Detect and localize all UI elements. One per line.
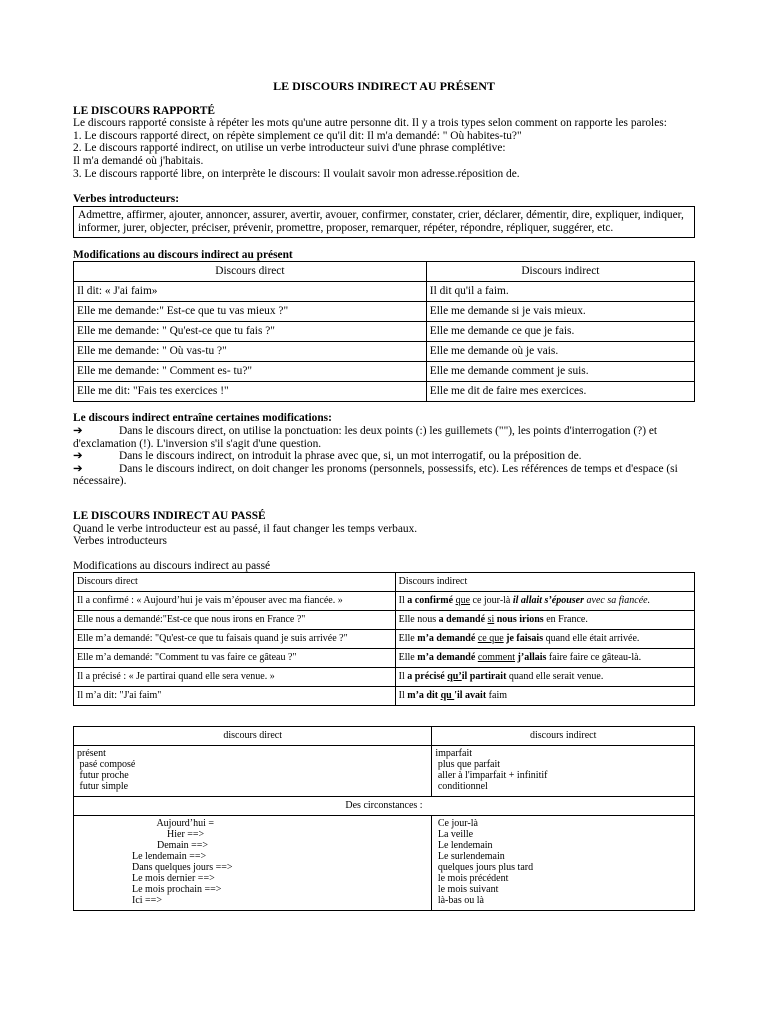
table-row xyxy=(74,362,695,382)
table-row xyxy=(74,342,695,362)
circumstances-direct xyxy=(74,816,432,911)
bullet-text: Dans le discours direct, on utilise la ponctuation: les deux points (:) les guillemets (""), les points d'interrogation (?) et xyxy=(119,424,658,437)
circumstances-indirect xyxy=(432,816,695,911)
bullet-text: Dans le discours indirect, on introduit la phrase avec que, si, un mot interrogatif, ou la préposition de. xyxy=(119,450,582,463)
verbs-heading: Verbes introducteurs: xyxy=(73,193,179,206)
table-row xyxy=(74,746,695,797)
table1-heading: Modifications au discours indirect au présent xyxy=(73,248,293,261)
cell-direct: Elle me demande: " Où vas-tu ?" xyxy=(74,342,427,362)
cell-direct: Il m’a dit: "J'ai faim" xyxy=(74,687,396,706)
circumstance-item: Le mois prochain ==> xyxy=(132,884,222,896)
table-row xyxy=(74,592,695,611)
table-row xyxy=(74,302,695,322)
paragraph-line: Le discours rapporté consiste à répéter les mots qu'une autre personne dit. Il y a trois types selon comment on rapporte les paroles: xyxy=(73,117,667,130)
cell-indirect: Il a confirmé que ce jour-là il allait s’épouser avec sa fiancée. xyxy=(395,592,694,611)
circumstance-item: Aujourd’hui = xyxy=(132,818,215,830)
paragraph-line: 3. Le discours rapporté libre, on interprète le discours: Il voulait savoir mon adresse.réposition de. xyxy=(73,167,520,180)
tense-item: plus que parfait xyxy=(435,759,501,771)
section-heading-discours-rapporte: LE DISCOURS RAPPORTÉ xyxy=(73,104,216,117)
circumstance-item: Hier ==> xyxy=(132,829,205,841)
cell-direct: Elle me demande: " Comment es- tu?" xyxy=(74,362,427,382)
bullet-item xyxy=(73,463,695,476)
table-row xyxy=(74,611,695,630)
cell-indirect: Elle nous a demandé si nous irions en France. xyxy=(395,611,694,630)
bullet-continuation: d'exclamation (!). L'inversion s'il s'agit d'une question. xyxy=(73,437,322,450)
tense-item: présent xyxy=(77,748,106,760)
cell-indirect: Il m’a dit qu 'il avait faim xyxy=(395,687,694,706)
document-page xyxy=(73,80,695,911)
circumstance-item: Le lendemain xyxy=(435,840,493,852)
table-row xyxy=(74,687,695,706)
paragraph-line: Il m'a demandé où j'habitais. xyxy=(73,154,204,167)
column-header: Discours indirect xyxy=(426,262,694,282)
cell-direct: Elle m’a demandé: "Qu'est-ce que tu faisais quand je suis arrivée ?" xyxy=(74,630,396,649)
past-modifications-table xyxy=(73,572,695,706)
circumstance-item: Dans quelques jours ==> xyxy=(132,862,233,874)
cell-indirect: Elle me demande où je vais. xyxy=(426,342,694,362)
column-header: Discours direct xyxy=(74,262,427,282)
cell-direct: Il a précisé : « Je partirai quand elle sera venue. » xyxy=(74,668,396,687)
modifications-heading: Le discours indirect entraîne certaines modifications: xyxy=(73,412,332,425)
arrow-right-icon: ➔ xyxy=(73,424,83,437)
cell-direct: Il a confirmé : « Aujourd’hui je vais m’épouser avec ma fiancée. » xyxy=(74,592,396,611)
cell-indirect: Elle me demande ce que je fais. xyxy=(426,322,694,342)
circumstance-item: là-bas ou là xyxy=(435,895,484,907)
cell-direct: Elle m’a demandé: "Comment tu vas faire ce gâteau ?" xyxy=(74,649,396,668)
section-heading-passe: LE DISCOURS INDIRECT AU PASSÉ xyxy=(73,509,266,522)
cell-indirect: Elle m’a demandé ce que je faisais quand elle était arrivée. xyxy=(395,630,694,649)
cell-direct: Il dit: « J'ai faim» xyxy=(74,282,427,302)
bullet-item xyxy=(73,425,695,438)
paragraph-line: Quand le verbe introducteur est au passé, il faut changer les temps verbaux. xyxy=(73,522,418,535)
cell-direct: Elle me dit: "Fais tes exercices !" xyxy=(74,382,427,402)
table-row xyxy=(74,816,695,911)
tenses-direct xyxy=(74,746,432,797)
circumstance-item: le mois suivant xyxy=(435,884,499,896)
column-header: discours indirect xyxy=(432,727,695,746)
column-header: Discours direct xyxy=(74,573,396,592)
cell-indirect: Il a précisé qu’il partirait quand elle serait venue. xyxy=(395,668,694,687)
tense-item: pasé composé xyxy=(77,759,136,771)
bullet-item xyxy=(73,450,695,463)
cell-indirect: Elle me demande si je vais mieux. xyxy=(426,302,694,322)
tense-item: aller à l'imparfait + infinitif xyxy=(435,770,548,782)
circumstance-item: Le mois dernier ==> xyxy=(132,873,215,885)
circumstance-item: Le surlendemain xyxy=(435,851,505,863)
bullet-continuation: nécessaire). xyxy=(73,475,127,488)
paragraph-line: Verbes introducteurs xyxy=(73,535,167,548)
circumstance-item: Demain ==> xyxy=(132,840,209,852)
bullet-text: Dans le discours indirect, on doit changer les pronoms (personnels, possessifs, etc). Les références de temps et d'espace (si xyxy=(119,462,678,475)
cell-indirect: Il dit qu'il a faim. xyxy=(426,282,694,302)
tense-item: futur proche xyxy=(77,770,129,782)
circumstance-item: La veille xyxy=(435,829,474,841)
verbs-list: Admettre, affirmer, ajouter, annoncer, assurer, avertir, avouer, confirmer, constater, crier, déclarer, démentir, dire, expliquer, indiquer, informer, jurer, objecter, préciser, prévenir, promettre, proposer, remarquer, répéter, répondre, répliquer, suggérer, etc. xyxy=(74,206,695,237)
column-header: discours direct xyxy=(74,727,432,746)
cell-direct: Elle me demande: " Qu'est-ce que tu fais ?" xyxy=(74,322,427,342)
tense-item: imparfait xyxy=(435,748,472,760)
arrow-right-icon: ➔ xyxy=(73,450,83,463)
circumstance-item: Ce jour-là xyxy=(435,818,478,830)
cell-indirect: Elle me demande comment je suis. xyxy=(426,362,694,382)
circumstances-header: Des circonstances : xyxy=(74,797,695,816)
table-row xyxy=(74,630,695,649)
cell-indirect: Elle me dit de faire mes exercices. xyxy=(426,382,694,402)
table-row xyxy=(74,322,695,342)
table-row xyxy=(74,382,695,402)
present-modifications-table xyxy=(73,261,695,402)
circumstance-item: le mois précédent xyxy=(435,873,509,885)
verbs-box xyxy=(73,206,695,238)
table2-caption: Modifications au discours indirect au passé xyxy=(73,559,271,572)
tense-circumstances-table xyxy=(73,726,695,911)
arrow-right-icon: ➔ xyxy=(73,462,83,475)
circumstance-item: Le lendemain ==> xyxy=(132,851,207,863)
circumstance-item: quelques jours plus tard xyxy=(435,862,534,874)
table-row xyxy=(74,668,695,687)
document-title: LE DISCOURS INDIRECT AU PRÉSENT xyxy=(273,79,495,93)
table-row xyxy=(74,649,695,668)
paragraph-line: 2. Le discours rapporté indirect, on utilise un verbe introducteur suivi d'une phrase complétive: xyxy=(73,142,506,155)
tenses-indirect xyxy=(432,746,695,797)
cell-direct: Elle nous a demandé:"Est-ce que nous irons en France ?" xyxy=(74,611,396,630)
cell-indirect: Elle m’a demandé comment j’allais faire faire ce gâteau-là. xyxy=(395,649,694,668)
circumstance-item: Ici ==> xyxy=(132,895,162,907)
paragraph-line: 1. Le discours rapporté direct, on répète simplement ce qu'il dit: Il m'a demandé: " Où habites-tu?" xyxy=(73,129,522,142)
column-header: Discours indirect xyxy=(395,573,694,592)
table-row xyxy=(74,282,695,302)
cell-direct: Elle me demande:" Est-ce que tu vas mieux ?" xyxy=(74,302,427,322)
tense-item: futur simple xyxy=(77,781,129,793)
tense-item: conditionnel xyxy=(435,781,488,793)
